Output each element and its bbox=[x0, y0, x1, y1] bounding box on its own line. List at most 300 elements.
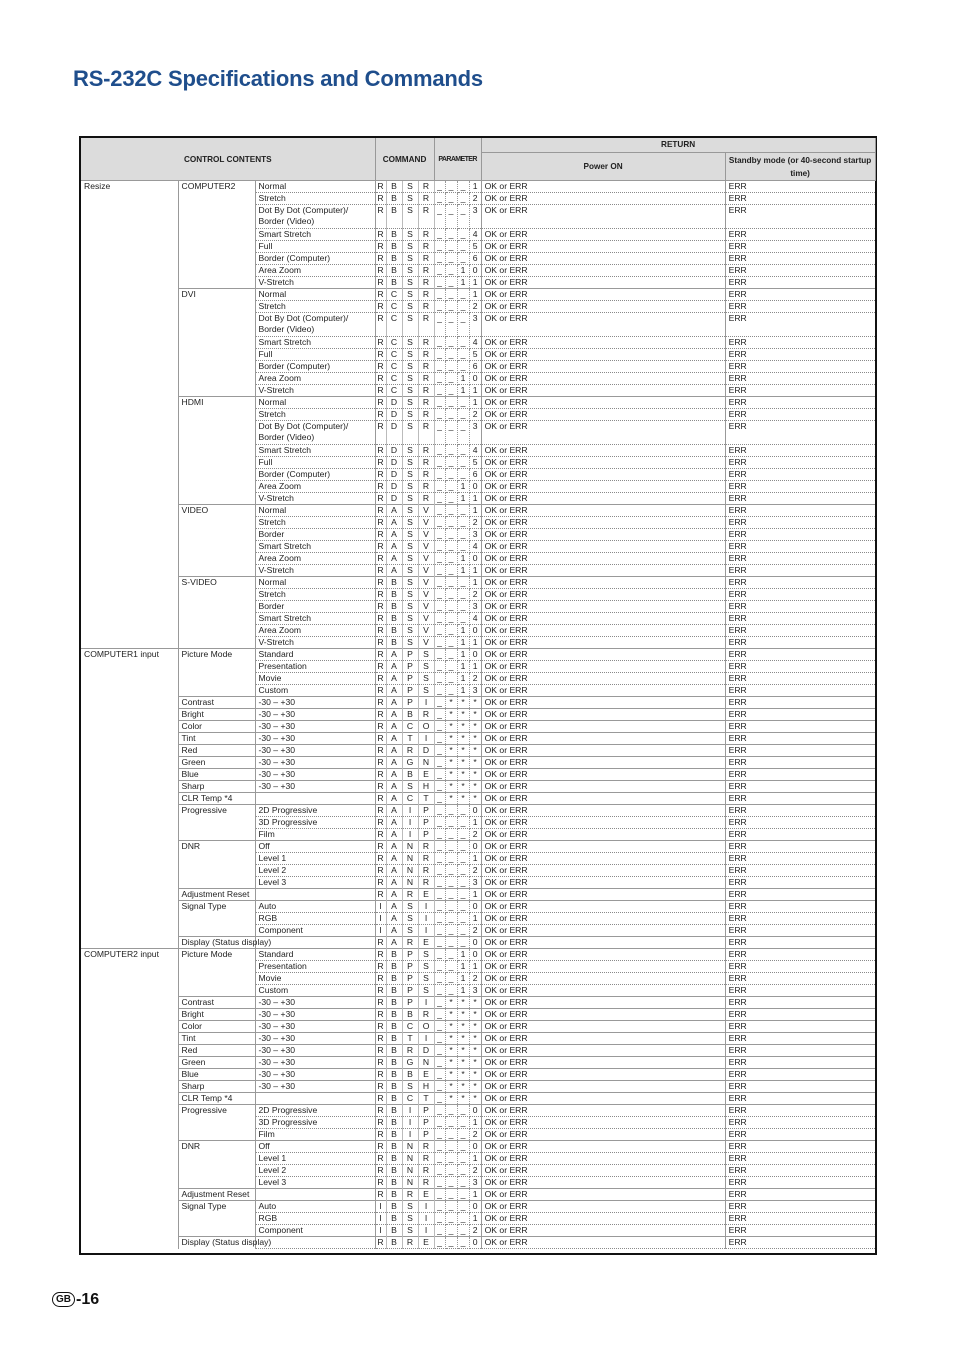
table-row bbox=[81, 469, 875, 481]
return-power-on: OK or ERR bbox=[481, 877, 725, 889]
control-item-cell: Signal Type bbox=[178, 1201, 255, 1213]
option-label: Auto bbox=[258, 1201, 277, 1211]
command-char: R bbox=[402, 937, 418, 949]
command-char: R bbox=[418, 205, 434, 229]
parameter-char: 1 bbox=[469, 385, 481, 397]
command-char: B bbox=[386, 1105, 402, 1117]
option-label: -30 – +30 bbox=[258, 697, 296, 707]
table-row bbox=[81, 181, 875, 193]
parameter-char: _ bbox=[457, 829, 469, 841]
control-item-cell bbox=[178, 517, 255, 529]
command-char: R bbox=[375, 769, 386, 781]
parameter-char: _ bbox=[457, 361, 469, 373]
control-option-cell bbox=[255, 1069, 375, 1081]
command-char: R bbox=[375, 577, 386, 589]
return-standby: ERR bbox=[725, 529, 875, 541]
command-char: B bbox=[386, 241, 402, 253]
table-row bbox=[81, 481, 875, 493]
return-power-on: OK or ERR bbox=[481, 1129, 725, 1141]
option-label: -30 – +30 bbox=[258, 997, 296, 1007]
option-label: Area Zoom bbox=[258, 481, 302, 491]
command-char: B bbox=[402, 709, 418, 721]
option-label: Component bbox=[258, 1225, 303, 1235]
parameter-char: _ bbox=[457, 469, 469, 481]
return-power-on: OK or ERR bbox=[481, 1225, 725, 1237]
option-label: Level 1 bbox=[258, 853, 287, 863]
command-char: R bbox=[375, 985, 386, 997]
table-row bbox=[81, 1213, 875, 1225]
table-row bbox=[81, 997, 875, 1009]
parameter-char: 2 bbox=[469, 865, 481, 877]
command-char: R bbox=[375, 637, 386, 649]
control-group-cell bbox=[81, 457, 178, 469]
return-standby: ERR bbox=[725, 1237, 875, 1249]
parameter-char: _ bbox=[457, 1117, 469, 1129]
command-char: A bbox=[386, 925, 402, 937]
control-item-cell bbox=[178, 1213, 255, 1225]
return-standby: ERR bbox=[725, 265, 875, 277]
control-item-cell: CLR Temp *4 bbox=[178, 1093, 255, 1105]
parameter-char: * bbox=[469, 1057, 481, 1069]
command-char: S bbox=[418, 685, 434, 697]
control-option-cell bbox=[255, 973, 375, 985]
command-char: R bbox=[402, 745, 418, 757]
parameter-char: _ bbox=[434, 265, 445, 277]
parameter-char: _ bbox=[434, 541, 445, 553]
control-item-cell: Blue bbox=[178, 769, 255, 781]
parameter-char: * bbox=[457, 1033, 469, 1045]
parameter-char: 0 bbox=[469, 1105, 481, 1117]
command-char: P bbox=[402, 697, 418, 709]
command-char: N bbox=[418, 757, 434, 769]
control-option-cell bbox=[255, 277, 375, 289]
command-char: R bbox=[418, 241, 434, 253]
command-char: R bbox=[418, 277, 434, 289]
table-row bbox=[81, 301, 875, 313]
table-row bbox=[81, 949, 875, 961]
control-group-cell bbox=[81, 517, 178, 529]
parameter-char: * bbox=[457, 793, 469, 805]
parameter-char: 1 bbox=[457, 385, 469, 397]
return-power-on: OK or ERR bbox=[481, 241, 725, 253]
control-group-cell bbox=[81, 373, 178, 385]
parameter-char: _ bbox=[457, 1141, 469, 1153]
command-char: R bbox=[375, 817, 386, 829]
control-option-cell bbox=[255, 229, 375, 241]
command-char: P bbox=[418, 817, 434, 829]
option-label: -30 – +30 bbox=[258, 1009, 296, 1019]
return-standby: ERR bbox=[725, 853, 875, 865]
command-char: R bbox=[418, 265, 434, 277]
return-power-on: OK or ERR bbox=[481, 865, 725, 877]
control-item-cell: HDMI bbox=[178, 397, 255, 409]
command-char: A bbox=[386, 865, 402, 877]
parameter-char: * bbox=[445, 697, 457, 709]
parameter-char: * bbox=[457, 1045, 469, 1057]
option-label: Smart Stretch bbox=[258, 541, 312, 551]
command-char: S bbox=[402, 265, 418, 277]
command-char: R bbox=[375, 229, 386, 241]
parameter-char: _ bbox=[434, 589, 445, 601]
table-body bbox=[81, 181, 875, 1249]
control-option-cell bbox=[255, 589, 375, 601]
command-char: R bbox=[375, 1237, 386, 1249]
control-group-cell bbox=[81, 685, 178, 697]
parameter-char: * bbox=[469, 1009, 481, 1021]
option-label: Level 1 bbox=[258, 1153, 287, 1163]
command-char: R bbox=[375, 529, 386, 541]
command-char: R bbox=[418, 229, 434, 241]
table-row bbox=[81, 757, 875, 769]
command-char: R bbox=[375, 661, 386, 673]
parameter-char: _ bbox=[457, 337, 469, 349]
command-char: T bbox=[402, 1033, 418, 1045]
return-power-on: OK or ERR bbox=[481, 1189, 725, 1201]
control-item-cell bbox=[178, 685, 255, 697]
parameter-char: 4 bbox=[469, 445, 481, 457]
parameter-char: _ bbox=[445, 517, 457, 529]
parameter-char: _ bbox=[434, 1189, 445, 1201]
return-standby: ERR bbox=[725, 1225, 875, 1237]
control-group-cell bbox=[81, 901, 178, 913]
return-power-on: OK or ERR bbox=[481, 301, 725, 313]
header-command: COMMAND bbox=[375, 138, 434, 181]
return-standby: ERR bbox=[725, 337, 875, 349]
parameter-char: 2 bbox=[469, 193, 481, 205]
return-power-on: OK or ERR bbox=[481, 397, 725, 409]
control-item-cell bbox=[178, 1165, 255, 1177]
parameter-char: * bbox=[469, 997, 481, 1009]
control-item-cell: Display (Status display) bbox=[178, 937, 255, 949]
command-char: R bbox=[375, 793, 386, 805]
command-char: V bbox=[418, 565, 434, 577]
table-row bbox=[81, 673, 875, 685]
command-char: R bbox=[375, 481, 386, 493]
command-char: S bbox=[418, 661, 434, 673]
control-option-cell bbox=[255, 841, 375, 853]
control-group-cell bbox=[81, 745, 178, 757]
control-group-cell bbox=[81, 205, 178, 229]
command-char: A bbox=[386, 697, 402, 709]
return-standby: ERR bbox=[725, 1033, 875, 1045]
control-option-cell bbox=[255, 1177, 375, 1189]
parameter-char: _ bbox=[434, 301, 445, 313]
control-option-cell bbox=[255, 853, 375, 865]
command-char: R bbox=[418, 469, 434, 481]
command-char: B bbox=[386, 253, 402, 265]
parameter-char: 3 bbox=[469, 601, 481, 613]
control-group-cell bbox=[81, 1021, 178, 1033]
command-char: I bbox=[418, 1213, 434, 1225]
command-char: R bbox=[402, 1045, 418, 1057]
parameter-char: _ bbox=[445, 937, 457, 949]
command-char: A bbox=[386, 673, 402, 685]
control-item-cell bbox=[178, 553, 255, 565]
parameter-char: _ bbox=[434, 937, 445, 949]
parameter-char: _ bbox=[434, 1201, 445, 1213]
command-char: R bbox=[418, 409, 434, 421]
return-power-on: OK or ERR bbox=[481, 625, 725, 637]
control-option-cell bbox=[255, 793, 375, 805]
control-item-cell bbox=[178, 301, 255, 313]
control-group-cell bbox=[81, 1165, 178, 1177]
control-item-cell bbox=[178, 1177, 255, 1189]
return-power-on: OK or ERR bbox=[481, 757, 725, 769]
return-standby: ERR bbox=[725, 373, 875, 385]
table-row bbox=[81, 577, 875, 589]
table-row bbox=[81, 889, 875, 901]
command-char: D bbox=[386, 469, 402, 481]
command-char: S bbox=[418, 649, 434, 661]
parameter-char: * bbox=[457, 1069, 469, 1081]
command-char: B bbox=[386, 193, 402, 205]
control-group-cell bbox=[81, 1225, 178, 1237]
return-standby: ERR bbox=[725, 1165, 875, 1177]
command-char: S bbox=[402, 529, 418, 541]
parameter-char: 1 bbox=[469, 397, 481, 409]
table-row bbox=[81, 793, 875, 805]
control-option-cell bbox=[255, 1129, 375, 1141]
control-group-cell bbox=[81, 865, 178, 877]
return-standby: ERR bbox=[725, 985, 875, 997]
parameter-char: 2 bbox=[469, 1225, 481, 1237]
option-label: RGB bbox=[258, 1213, 278, 1223]
control-item-cell: Tint bbox=[178, 733, 255, 745]
command-char: B bbox=[386, 1237, 402, 1249]
command-char: P bbox=[418, 1105, 434, 1117]
control-item-cell bbox=[178, 817, 255, 829]
control-option-cell bbox=[255, 889, 375, 901]
parameter-char: 2 bbox=[469, 1129, 481, 1141]
control-group-cell bbox=[81, 1213, 178, 1225]
table-row bbox=[81, 1057, 875, 1069]
return-standby: ERR bbox=[725, 1057, 875, 1069]
parameter-char: 1 bbox=[469, 565, 481, 577]
return-power-on: OK or ERR bbox=[481, 337, 725, 349]
option-label: RGB bbox=[258, 913, 278, 923]
return-power-on: OK or ERR bbox=[481, 517, 725, 529]
parameter-char: _ bbox=[434, 1213, 445, 1225]
control-group-cell bbox=[81, 757, 178, 769]
command-char: I bbox=[402, 817, 418, 829]
control-group-cell bbox=[81, 541, 178, 553]
return-standby: ERR bbox=[725, 397, 875, 409]
parameter-char: _ bbox=[434, 1081, 445, 1093]
return-power-on: OK or ERR bbox=[481, 193, 725, 205]
return-standby: ERR bbox=[725, 1081, 875, 1093]
control-item-cell bbox=[178, 601, 255, 613]
command-char: B bbox=[386, 1189, 402, 1201]
parameter-char: _ bbox=[434, 793, 445, 805]
control-option-cell bbox=[255, 961, 375, 973]
command-char: R bbox=[375, 889, 386, 901]
command-char: R bbox=[418, 1141, 434, 1153]
option-label: Standard bbox=[258, 949, 294, 959]
parameter-char: _ bbox=[434, 469, 445, 481]
option-label: Film bbox=[258, 829, 275, 839]
control-item-cell bbox=[178, 985, 255, 997]
command-char: R bbox=[375, 493, 386, 505]
command-char: B bbox=[386, 1129, 402, 1141]
control-group-cell bbox=[81, 781, 178, 793]
parameter-char: 1 bbox=[469, 817, 481, 829]
parameter-char: _ bbox=[434, 853, 445, 865]
command-char: P bbox=[402, 997, 418, 1009]
table-row bbox=[81, 721, 875, 733]
control-option-cell bbox=[255, 181, 375, 193]
command-char: I bbox=[375, 1201, 386, 1213]
command-char: I bbox=[418, 1033, 434, 1045]
return-power-on: OK or ERR bbox=[481, 505, 725, 517]
return-power-on: OK or ERR bbox=[481, 1213, 725, 1225]
command-char: R bbox=[402, 1189, 418, 1201]
control-group-cell bbox=[81, 1153, 178, 1165]
option-label: 2D Progressive bbox=[258, 1105, 318, 1115]
control-group-cell bbox=[81, 841, 178, 853]
control-item-cell bbox=[178, 361, 255, 373]
return-power-on: OK or ERR bbox=[481, 589, 725, 601]
control-option-cell bbox=[255, 1225, 375, 1237]
command-char: D bbox=[386, 493, 402, 505]
parameter-char: _ bbox=[434, 313, 445, 337]
option-label: Full bbox=[258, 349, 273, 359]
parameter-char: * bbox=[457, 1081, 469, 1093]
parameter-char: _ bbox=[434, 913, 445, 925]
option-label: -30 – +30 bbox=[258, 1045, 296, 1055]
table-row bbox=[81, 193, 875, 205]
control-item-cell bbox=[178, 961, 255, 973]
return-standby: ERR bbox=[725, 1129, 875, 1141]
parameter-char: _ bbox=[457, 1129, 469, 1141]
control-item-cell bbox=[178, 1225, 255, 1237]
control-item-cell bbox=[178, 337, 255, 349]
command-char: S bbox=[402, 361, 418, 373]
command-char: D bbox=[386, 421, 402, 445]
parameter-char: _ bbox=[445, 877, 457, 889]
parameter-char: _ bbox=[445, 961, 457, 973]
command-char: O bbox=[418, 1021, 434, 1033]
parameter-char: 2 bbox=[469, 925, 481, 937]
control-option-cell bbox=[255, 1201, 375, 1213]
control-group-cell bbox=[81, 937, 178, 949]
control-group-cell bbox=[81, 613, 178, 625]
control-option-cell bbox=[255, 457, 375, 469]
control-group-cell bbox=[81, 985, 178, 997]
command-char: R bbox=[375, 565, 386, 577]
command-char: S bbox=[402, 589, 418, 601]
return-power-on: OK or ERR bbox=[481, 181, 725, 193]
command-char: B bbox=[386, 1141, 402, 1153]
header-return: RETURN bbox=[481, 138, 875, 153]
parameter-char: _ bbox=[434, 877, 445, 889]
parameter-char: 2 bbox=[469, 589, 481, 601]
command-char: R bbox=[375, 949, 386, 961]
command-char: B bbox=[386, 1057, 402, 1069]
return-standby: ERR bbox=[725, 1009, 875, 1021]
return-standby: ERR bbox=[725, 253, 875, 265]
control-group-cell bbox=[81, 1117, 178, 1129]
command-char: C bbox=[386, 313, 402, 337]
control-group-cell bbox=[81, 877, 178, 889]
parameter-char: _ bbox=[457, 853, 469, 865]
command-char: A bbox=[386, 817, 402, 829]
command-char: A bbox=[386, 793, 402, 805]
control-group-cell bbox=[81, 637, 178, 649]
parameter-char: 1 bbox=[457, 649, 469, 661]
command-char: R bbox=[375, 505, 386, 517]
command-char: R bbox=[418, 313, 434, 337]
control-item-cell: Color bbox=[178, 721, 255, 733]
parameter-char: _ bbox=[434, 277, 445, 289]
option-label: -30 – +30 bbox=[258, 1021, 296, 1031]
command-char: R bbox=[375, 1105, 386, 1117]
parameter-char: _ bbox=[457, 1177, 469, 1189]
parameter-char: _ bbox=[445, 373, 457, 385]
option-label: Component bbox=[258, 925, 303, 935]
control-group-cell bbox=[81, 673, 178, 685]
command-char: C bbox=[402, 793, 418, 805]
command-char: R bbox=[418, 361, 434, 373]
control-item-cell: Adjustment Reset bbox=[178, 1189, 255, 1201]
return-standby: ERR bbox=[725, 637, 875, 649]
parameter-char: _ bbox=[445, 589, 457, 601]
parameter-char: _ bbox=[457, 1201, 469, 1213]
command-char: R bbox=[375, 649, 386, 661]
command-char: S bbox=[418, 949, 434, 961]
command-char: B bbox=[402, 769, 418, 781]
return-standby: ERR bbox=[725, 361, 875, 373]
parameter-char: _ bbox=[445, 1153, 457, 1165]
command-char: R bbox=[375, 745, 386, 757]
command-char: R bbox=[418, 445, 434, 457]
control-option-cell bbox=[255, 1153, 375, 1165]
command-char: S bbox=[402, 409, 418, 421]
table-row bbox=[81, 517, 875, 529]
option-label: -30 – +30 bbox=[258, 1081, 296, 1091]
control-group-cell: COMPUTER2 input bbox=[81, 949, 178, 961]
command-char: B bbox=[402, 1009, 418, 1021]
command-char: D bbox=[386, 397, 402, 409]
command-char: H bbox=[418, 1081, 434, 1093]
control-option-cell bbox=[255, 1237, 375, 1249]
return-standby: ERR bbox=[725, 613, 875, 625]
return-standby: ERR bbox=[725, 997, 875, 1009]
parameter-char: _ bbox=[445, 673, 457, 685]
command-char: P bbox=[402, 661, 418, 673]
table-row bbox=[81, 493, 875, 505]
parameter-char: * bbox=[457, 733, 469, 745]
table-row bbox=[81, 265, 875, 277]
parameter-char: 1 bbox=[457, 553, 469, 565]
parameter-char: 3 bbox=[469, 529, 481, 541]
command-char: V bbox=[418, 517, 434, 529]
command-char: P bbox=[402, 673, 418, 685]
parameter-char: _ bbox=[434, 577, 445, 589]
parameter-char: _ bbox=[434, 673, 445, 685]
parameter-char: _ bbox=[445, 253, 457, 265]
command-char: R bbox=[375, 601, 386, 613]
return-standby: ERR bbox=[725, 1045, 875, 1057]
return-power-on: OK or ERR bbox=[481, 481, 725, 493]
return-power-on: OK or ERR bbox=[481, 529, 725, 541]
return-power-on: OK or ERR bbox=[481, 385, 725, 397]
command-char: R bbox=[375, 1009, 386, 1021]
command-char: R bbox=[375, 1081, 386, 1093]
command-char: A bbox=[386, 757, 402, 769]
option-label: Presentation bbox=[258, 661, 307, 671]
return-standby: ERR bbox=[725, 865, 875, 877]
control-item-cell bbox=[178, 409, 255, 421]
